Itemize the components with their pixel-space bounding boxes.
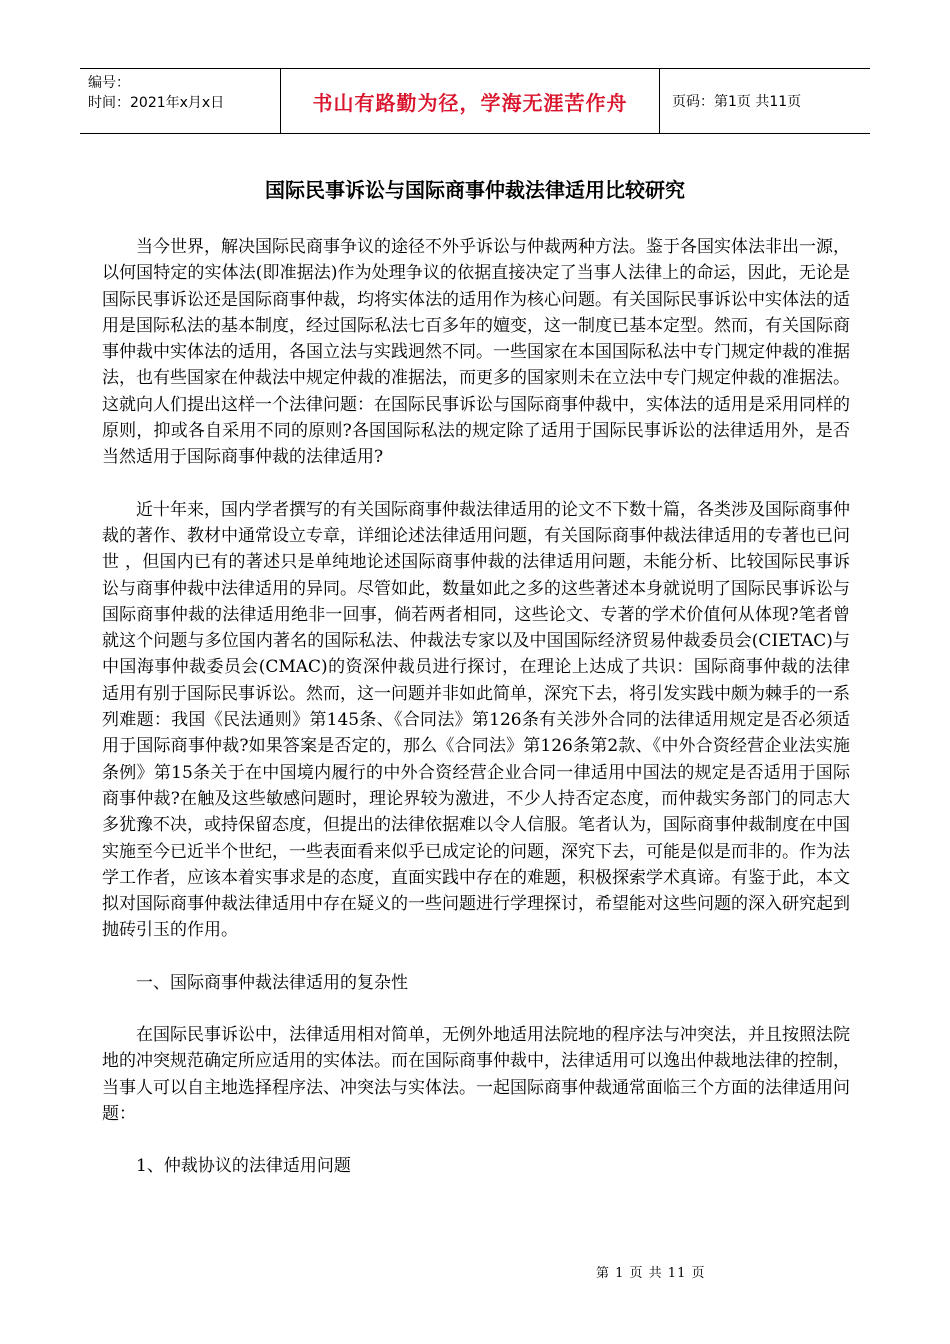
document-time-label: 时间：2021年x月x日 <box>88 95 225 111</box>
paragraph: 近十年来，国内学者撰写的有关国际商事仲裁法律适用的论文不下数十篇，各类涉及国际商事仲裁的著作、教材中通常设立专章，详细论述法律适用问题，有关国际商事仲裁法律适用的专著也已问世 ，但国内已有的著述只是单纯地论述国际商事仲裁的法律适用问题，未能分析、比较国际民事诉讼与商事仲裁中法律适用的异同。尽管如此，数量如此之多的这些著述本身就说明了国际民事诉讼与国际商事仲裁的法律适用绝非一回事，倘若两者相同，这些论文、专著的学术价值何从体现?笔者曾就这个问题与多位国内著名的国际私法、仲裁法专家以及中国国际经济贸易仲裁委员会(CIETAC)与中国海事仲裁委员会(CMAC)的资深仲裁员进行探讨，在理论上达成了共识：国际商事仲裁的法律适用有别于国际民事诉讼。然而，这一问题并非如此简单，深究下去，将引发实践中颇为棘手的一系列难题：我国《民法通则》第145条、《合同法》第126条有关涉外合同的法律适用规定是否必须适用于国际商事仲裁?如果答案是否定的，那么《合同法》第126条第2款、《中外合资经营企业法实施条例》第15条关于在中国境内履行的中外合资经营企业合同一律适用中国法的规定是否适用于国际商事仲裁?在触及这些敏感问题时，理论界较为激进，不少人持否定态度，而仲裁实务部门的同志大多犹豫不决，或持保留态度，但提出的法律依据难以令人信服。笔者认为，国际商事仲裁制度在中国实施至今已近半个世纪，一些表面看来似乎已成定论的问题，深究下去，可能是似是而非的。作为法学工作者，应该本着实事求是的态度，直面实践中存在的难题，积极探索学术真谛。有鉴于此，本文拟对国际商事仲裁法律适用中存在疑义的一些问题进行学理探讨，希望能对这些问题的深入研究起到抛砖引玉的作用。 <box>102 499 850 941</box>
subsection-heading: 1、仲裁协议的法律适用问题 <box>136 1156 351 1177</box>
page-footer: 第 1 页 共 11 页 <box>596 1266 706 1281</box>
document-title: 国际民事诉讼与国际商事仲裁法律适用比较研究 <box>265 178 685 202</box>
header-table <box>80 68 870 134</box>
header-motto-cell <box>280 69 660 133</box>
header-page-info: 页码：第1页 共11页 <box>672 94 802 110</box>
document-body <box>102 234 850 1206</box>
header-page-cell <box>660 69 870 133</box>
header-meta-cell <box>80 69 280 133</box>
section-heading: 一、国际商事仲裁法律适用的复杂性 <box>136 972 408 993</box>
header-motto: 书山有路勤为径，学海无涯苦作舟 <box>312 90 628 115</box>
paragraph: 当今世界，解决国际民商事争议的途径不外乎诉讼与仲裁两种方法。鉴于各国实体法非出一源，以何国特定的实体法(即准据法)作为处理争议的依据直接决定了当事人法律上的命运，因此，无论是国际民事诉讼还是国际商事仲裁，均将实体法的适用作为核心问题。有关国际民事诉讼中实体法的适用是国际私法的基本制度，经过国际私法七百多年的嬗变，这一制度已基本定型。然而，有关国际商事仲裁中实体法的适用，各国立法与实践迥然不同。一些国家在本国国际私法中专门规定仲裁的准据法，也有些国家在仲裁法中规定仲裁的准据法，而更多的国家则未在立法中专门规定仲裁的准据法。这就向人们提出这样一个法律问题：在国际民事诉讼与国际商事仲裁中，实体法的适用是采用同样的原则，抑或各自采用不同的原则?各国国际私法的规定除了适用于国际民事诉讼的法律适用外，是否当然适用于国际商事仲裁的法律适用? <box>102 237 850 468</box>
paragraph: 在国际民事诉讼中，法律适用相对简单，无例外地适用法院地的程序法与冲突法，并且按照法院地的冲突规范确定所应适用的实体法。而在国际商事仲裁中，法律适用可以逸出仲裁地法律的控制，当事人可以自主地选择程序法、冲突法与实体法。一起国际商事仲裁通常面临三个方面的法律适用问题： <box>102 1025 850 1124</box>
document-number-label: 编号： <box>88 75 130 91</box>
